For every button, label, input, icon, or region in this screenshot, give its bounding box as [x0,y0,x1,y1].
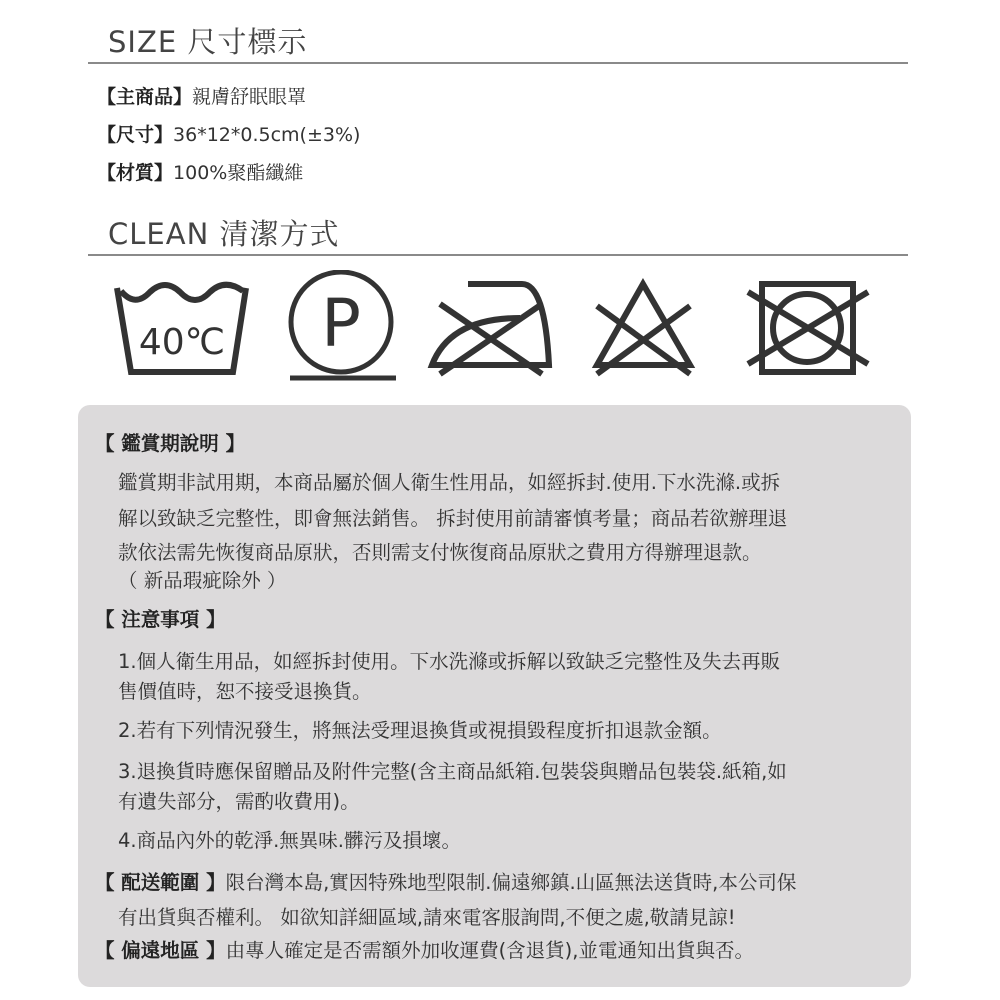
appreciation-line: （ 新品瑕疵除外 ） [118,569,287,592]
delivery-row [95,867,796,899]
spec-label: 【主商品】 [97,86,193,108]
spec-value: 36*12*0.5cm(±3%) [173,124,361,146]
spec-row-size [97,120,360,147]
remote-heading: 【 偏遠地區 】 [95,939,226,962]
appreciation-line: 鑑賞期非試用期，本商品屬於個人衛生性用品，如經拆封.使用.下水洗滌.或拆 [118,471,781,494]
appreciation-line: 款依法需先恢復商品原狀，否則需支付恢復商品原狀之費用方得辦理退款。 [118,541,762,564]
spec-label: 【尺寸】 [97,124,174,146]
caution-item-line: 1.個人衛生用品，如經拆封使用。下水洗滌或拆解以致缺乏完整性及失去再販 [118,650,781,673]
no-tumble-dry-icon [748,284,868,372]
size-section-title: SIZE 尺寸標示 [88,22,908,64]
spec-label: 【材質】 [97,162,174,184]
wash-temp-label: 40℃ [138,322,226,363]
appreciation-heading: 【 鑑賞期說明 】 [95,432,246,455]
caution-item-line: 有遺失部分，需酌收費用)。 [118,790,360,813]
caution-item-line: 4.商品內外的乾淨.無異味.髒污及損壞。 [118,829,462,852]
caution-item-line: 3.退換貨時應保留贈品及附件完整(含主商品紙箱.包裝袋與贈品包裝袋.紙箱,如 [118,760,787,783]
no-iron-icon [432,284,549,374]
dry-clean-letter: P [321,285,361,362]
spec-row-product [97,82,306,109]
delivery-line: 有出貨與否權利。 如欲知詳細區域,請來電客服詢問,不便之處,敬請見諒! [118,906,736,929]
no-bleach-icon [597,284,690,374]
spec-row-material [97,158,303,185]
spec-value: 親膚舒眠眼罩 [192,86,307,108]
spec-value: 100%聚酯纖維 [173,162,304,184]
care-icons [0,270,1000,390]
caution-item-line: 售價值時，恕不接受退換貨。 [118,680,372,703]
remote-row [95,935,754,967]
caution-item-line: 2.若有下列情況發生，將無法受理退換貨或視損毀程度折扣退款金額。 [118,719,722,742]
delivery-heading: 【 配送範圍 】 [95,871,226,894]
remote-text: 由專人確定是否需額外加收運費(含退貨),並電通知出貨與否。 [225,939,754,962]
clean-section-title: CLEAN 清潔方式 [88,214,908,256]
appreciation-line: 解以致缺乏完整性，即會無法銷售。 拆封使用前請審慎考量；商品若欲辦理退 [118,507,788,530]
delivery-line: 限台灣本島,實因特殊地型限制.偏遠鄉鎮.山區無法送貨時,本公司保 [225,871,797,894]
wash-40c-icon [117,285,246,372]
dry-clean-p-icon [290,272,396,378]
caution-heading: 【 注意事項 】 [95,608,226,631]
